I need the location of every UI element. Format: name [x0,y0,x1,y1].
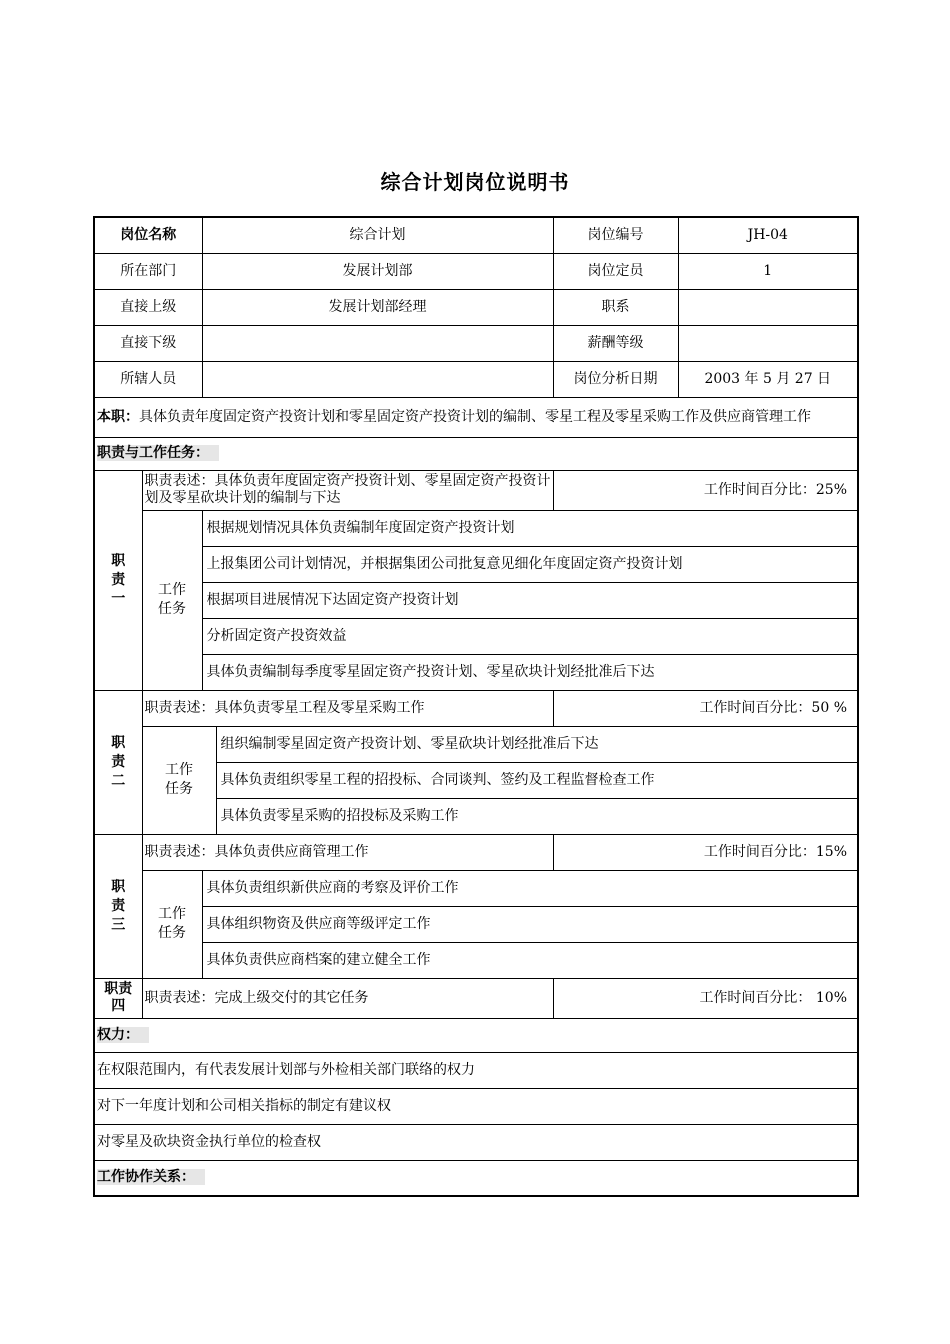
analysis-date-label: 岗位分析日期 [553,361,678,397]
duties-heading: 职责与工作任务： [94,437,858,470]
duty-1-task-3: 根据项目进展情况下达固定资产投资计划 [202,582,858,618]
duty-3-task-2: 具体组织物资及供应商等级评定工作 [202,906,858,942]
duty-2-task-2: 具体负责组织零星工程的招投标、合同谈判、签约及工程监督检查工作 [216,762,858,798]
duty-3-task-3: 具体负责供应商档案的建立健全工作 [202,942,858,978]
duty-4-description: 职责表述：完成上级交付的其它任务 [142,978,553,1018]
duty-1-task-2: 上报集团公司计划情况，并根据集团公司批复意见细化年度固定资产投资计划 [202,546,858,582]
duty-3-description: 职责表述：具体负责供应商管理工作 [142,834,553,870]
subordinate-value [202,325,553,361]
position-name-label: 岗位名称 [94,217,202,253]
authority-heading: 权力： [94,1018,858,1052]
duty-2-task-1: 组织编制零星固定资产投资计划、零星砍块计划经批准后下达 [216,726,858,762]
duty-3-task-label: 工作 任务 [142,870,202,978]
series-value [678,289,858,325]
subordinate-label: 直接下级 [94,325,202,361]
superior-label: 直接上级 [94,289,202,325]
duty-summary [94,397,858,437]
job-description-table [93,216,859,1197]
authority-item-3: 对零星及砍块资金执行单位的检查权 [94,1124,858,1160]
duty-3-label: 职 责 三 [94,834,142,978]
series-label: 职系 [553,289,678,325]
quota-label: 岗位定员 [553,253,678,289]
duty-summary-text: 具体负责年度固定资产投资计划和零星固定资产投资计划的编制、零星工程及零星采购工作及供应商管理工作 [139,408,811,425]
duty-1-task-1: 根据规划情况具体负责编制年度固定资产投资计划 [202,510,858,546]
analysis-date-value: 2003 年 5 月 27 日 [678,361,858,397]
position-code-label: 岗位编号 [553,217,678,253]
duty-1-percent: 工作时间百分比：25% [553,470,858,510]
duty-4-percent: 工作时间百分比： 10% [553,978,858,1018]
cooperation-heading: 工作协作关系： [94,1160,858,1196]
duty-1-task-5: 具体负责编制每季度零星固定资产投资计划、零星砍块计划经批准后下达 [202,654,858,690]
authority-item-1: 在权限范围内，有代表发展计划部与外检相关部门联络的权力 [94,1052,858,1088]
duty-2-percent: 工作时间百分比：50 % [553,690,858,726]
duty-3-percent: 工作时间百分比：15% [553,834,858,870]
duty-1-task-4: 分析固定资产投资效益 [202,618,858,654]
authority-item-2: 对下一年度计划和公司相关指标的制定有建议权 [94,1088,858,1124]
duty-1-description: 职责表述：具体负责年度固定资产投资计划、零星固定资产投资计划及零星砍块计划的编制与下达 [142,470,553,510]
duty-4-label: 职责 四 [94,978,142,1018]
staff-value [202,361,553,397]
duty-1-label: 职 责 一 [94,470,142,690]
superior-value: 发展计划部经理 [202,289,553,325]
position-code-value: JH-04 [678,217,858,253]
quota-value: 1 [678,253,858,289]
duty-2-task-3: 具体负责零星采购的招投标及采购工作 [216,798,858,834]
department-value: 发展计划部 [202,253,553,289]
duty-3-task-1: 具体负责组织新供应商的考察及评价工作 [202,870,858,906]
salary-value [678,325,858,361]
department-label: 所在部门 [94,253,202,289]
duty-2-description: 职责表述：具体负责零星工程及零星采购工作 [142,690,553,726]
salary-label: 薪酬等级 [553,325,678,361]
duty-summary-label: 本职： [97,408,139,425]
position-name-value: 综合计划 [202,217,553,253]
duty-2-label: 职 责 二 [94,690,142,834]
duty-1-task-label: 工作 任务 [142,510,202,690]
staff-label: 所辖人员 [94,361,202,397]
duty-2-task-label: 工作 任务 [142,726,216,834]
page-title: 综合计划岗位说明书 [380,170,570,194]
